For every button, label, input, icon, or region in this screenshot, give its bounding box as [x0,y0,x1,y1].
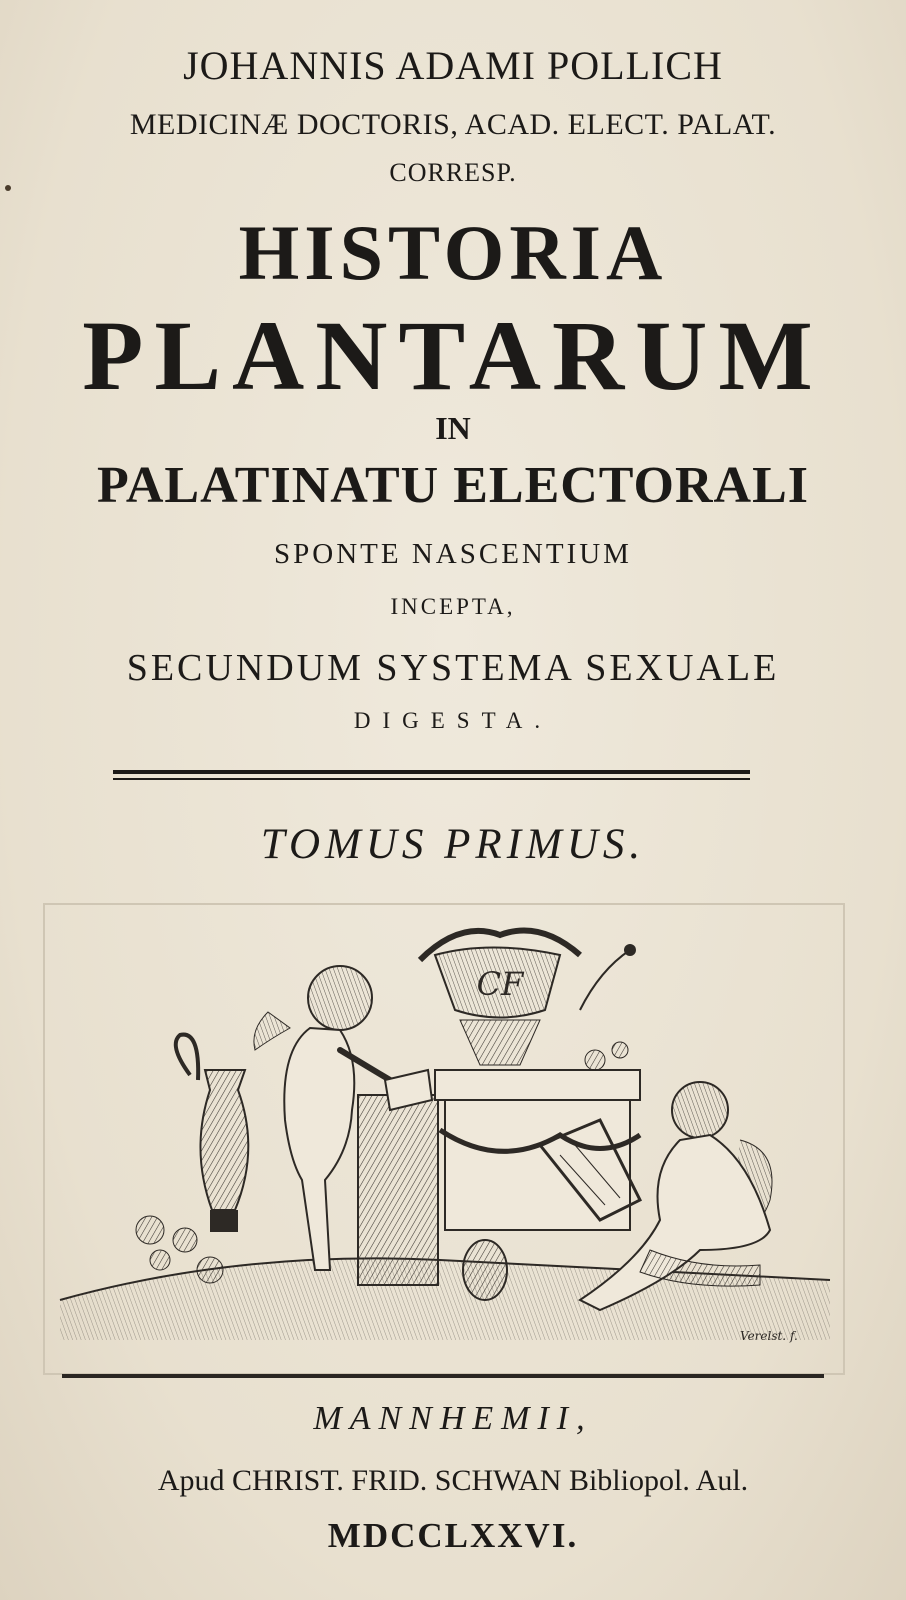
author-credentials-cont: CORRESP. [389,158,517,187]
ewer-icon [176,1035,249,1232]
volume-label: TOMUS PRIMUS. [260,821,646,868]
subtitle-incepta: INCEPTA, [390,594,516,619]
engraving-vignette [40,900,850,1380]
subtitle-secundum: SECUNDUM SYSTEMA SEXUALE [126,647,780,689]
author-name: JOHANNIS ADAMI POLLICH [183,43,723,88]
double-rule-top [113,770,750,774]
garland-icon [580,944,636,1070]
title-in: IN [435,410,471,446]
imprint-printer: Apud CHRIST. FRID. SCHWAN Bibliopol. Aul. [157,1464,749,1497]
engraver-signature: Verelst. f. [740,1329,798,1343]
drum-icon [463,1240,507,1300]
subtitle-sponte: SPONTE NASCENTIUM [274,538,632,570]
pedestal-icon [358,1070,438,1285]
imprint-year: MDCCLXXVI. [327,1516,579,1555]
double-rule-bottom [113,778,750,780]
title-line-plantarum: PLANTARUM [82,300,824,411]
rule-bottom [62,1374,824,1378]
svg-text:CF: CF [476,965,524,1003]
imprint-place: MANNHEMII, [313,1400,593,1437]
title-line-historia: HISTORIA [238,209,668,296]
urn-with-monogram-icon [420,931,640,1231]
author-credentials: MEDICINÆ DOCTORIS, ACAD. ELECT. PALAT. [129,108,777,141]
subtitle-digesta: DIGESTA. [353,708,553,733]
title-line-palatinatu: PALATINATU ELECTORALI [96,457,810,514]
